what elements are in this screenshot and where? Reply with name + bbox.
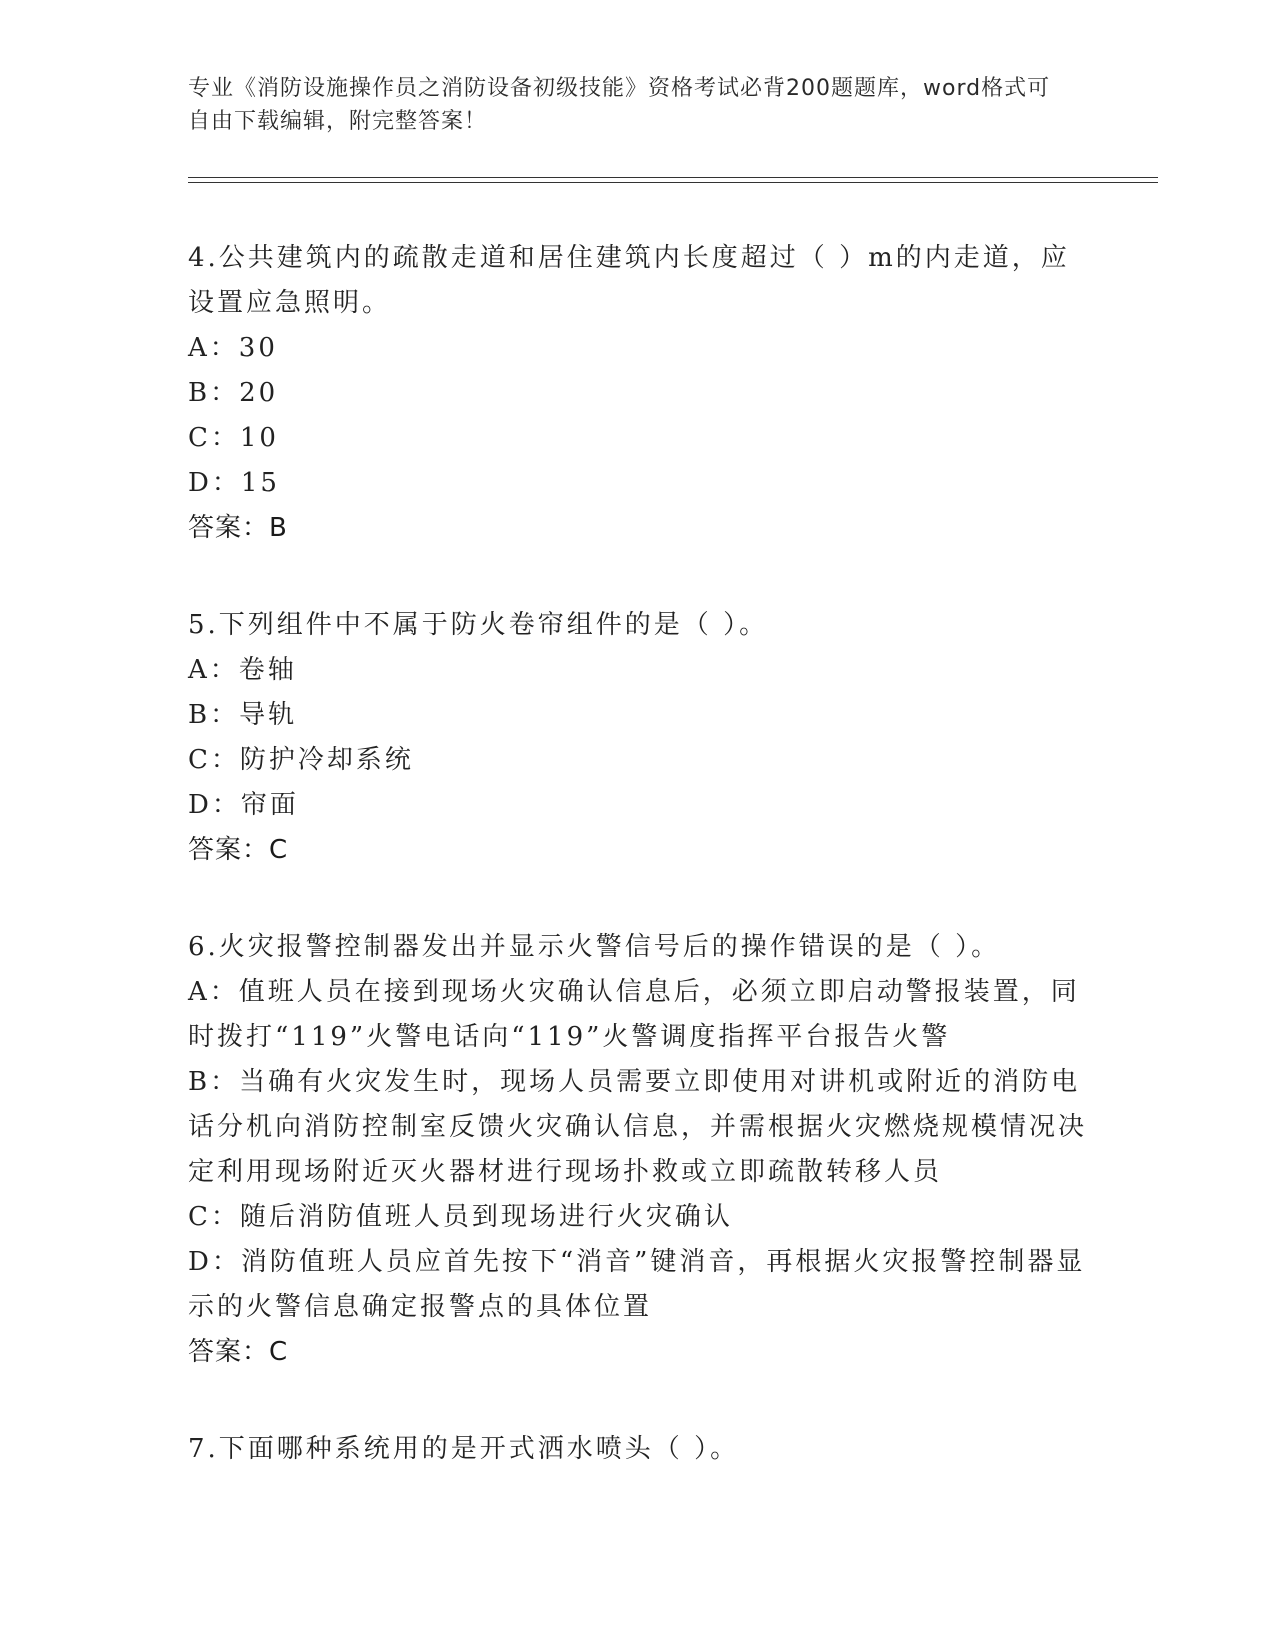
option-a: A：30 (188, 333, 278, 363)
header-divider-bottom (188, 182, 1158, 183)
answer-label: 答案：B (188, 513, 288, 543)
question-stem: 5.下列组件中不属于防火卷帘组件的是（ ）。 (188, 610, 769, 640)
question-stem: 6.火灾报警控制器发出并显示火警信号后的操作错误的是（ ）。 (188, 932, 1001, 962)
option-c: C：防护冷却系统 (188, 745, 414, 775)
option-a: A：卷轴 (188, 655, 297, 685)
question-4 (188, 236, 1088, 551)
header-divider-top (188, 177, 1158, 178)
option-a: A：值班人员在接到现场火灾确认信息后，必须立即启动警报装置，同时拨打“119”火警电话向“119”火警调度指挥平台报告火警 (188, 977, 1080, 1052)
header-intro: 专业《消防设施操作员之消防设备初级技能》资格考试必背200题题库，word格式可自由下载编辑，附完整答案！ (188, 76, 1051, 134)
option-c: C：10 (188, 423, 279, 453)
question-stem: 4.公共建筑内的疏散走道和居住建筑内长度超过（ ）m的内走道，应设置应急照明。 (188, 243, 1070, 318)
answer-label: 答案：C (188, 1337, 289, 1367)
option-b: B：当确有火灾发生时，现场人员需要立即使用对讲机或附近的消防电话分机向消防控制室反馈火灾确认信息，并需根据火灾燃烧规模情况决定利用现场附近灭火器材进行现场扑救或立即疏散转移人员 (188, 1067, 1088, 1187)
question-list (188, 236, 1088, 1524)
option-c: C：随后消防值班人员到现场进行火灾确认 (188, 1202, 733, 1232)
option-b: B：20 (188, 378, 279, 408)
option-d: D：15 (188, 468, 280, 498)
option-b: B：导轨 (188, 700, 298, 730)
answer-label: 答案：C (188, 835, 289, 865)
option-d: D：消防值班人员应首先按下“消音”键消音，再根据火灾报警控制器显示的火警信息确定报警点的具体位置 (188, 1247, 1086, 1322)
option-d: D：帘面 (188, 790, 299, 820)
question-6 (188, 925, 1088, 1375)
question-stem: 7.下面哪种系统用的是开式洒水喷头（ ）。 (188, 1434, 740, 1464)
question-5 (188, 603, 1088, 873)
question-7 (188, 1427, 1088, 1472)
